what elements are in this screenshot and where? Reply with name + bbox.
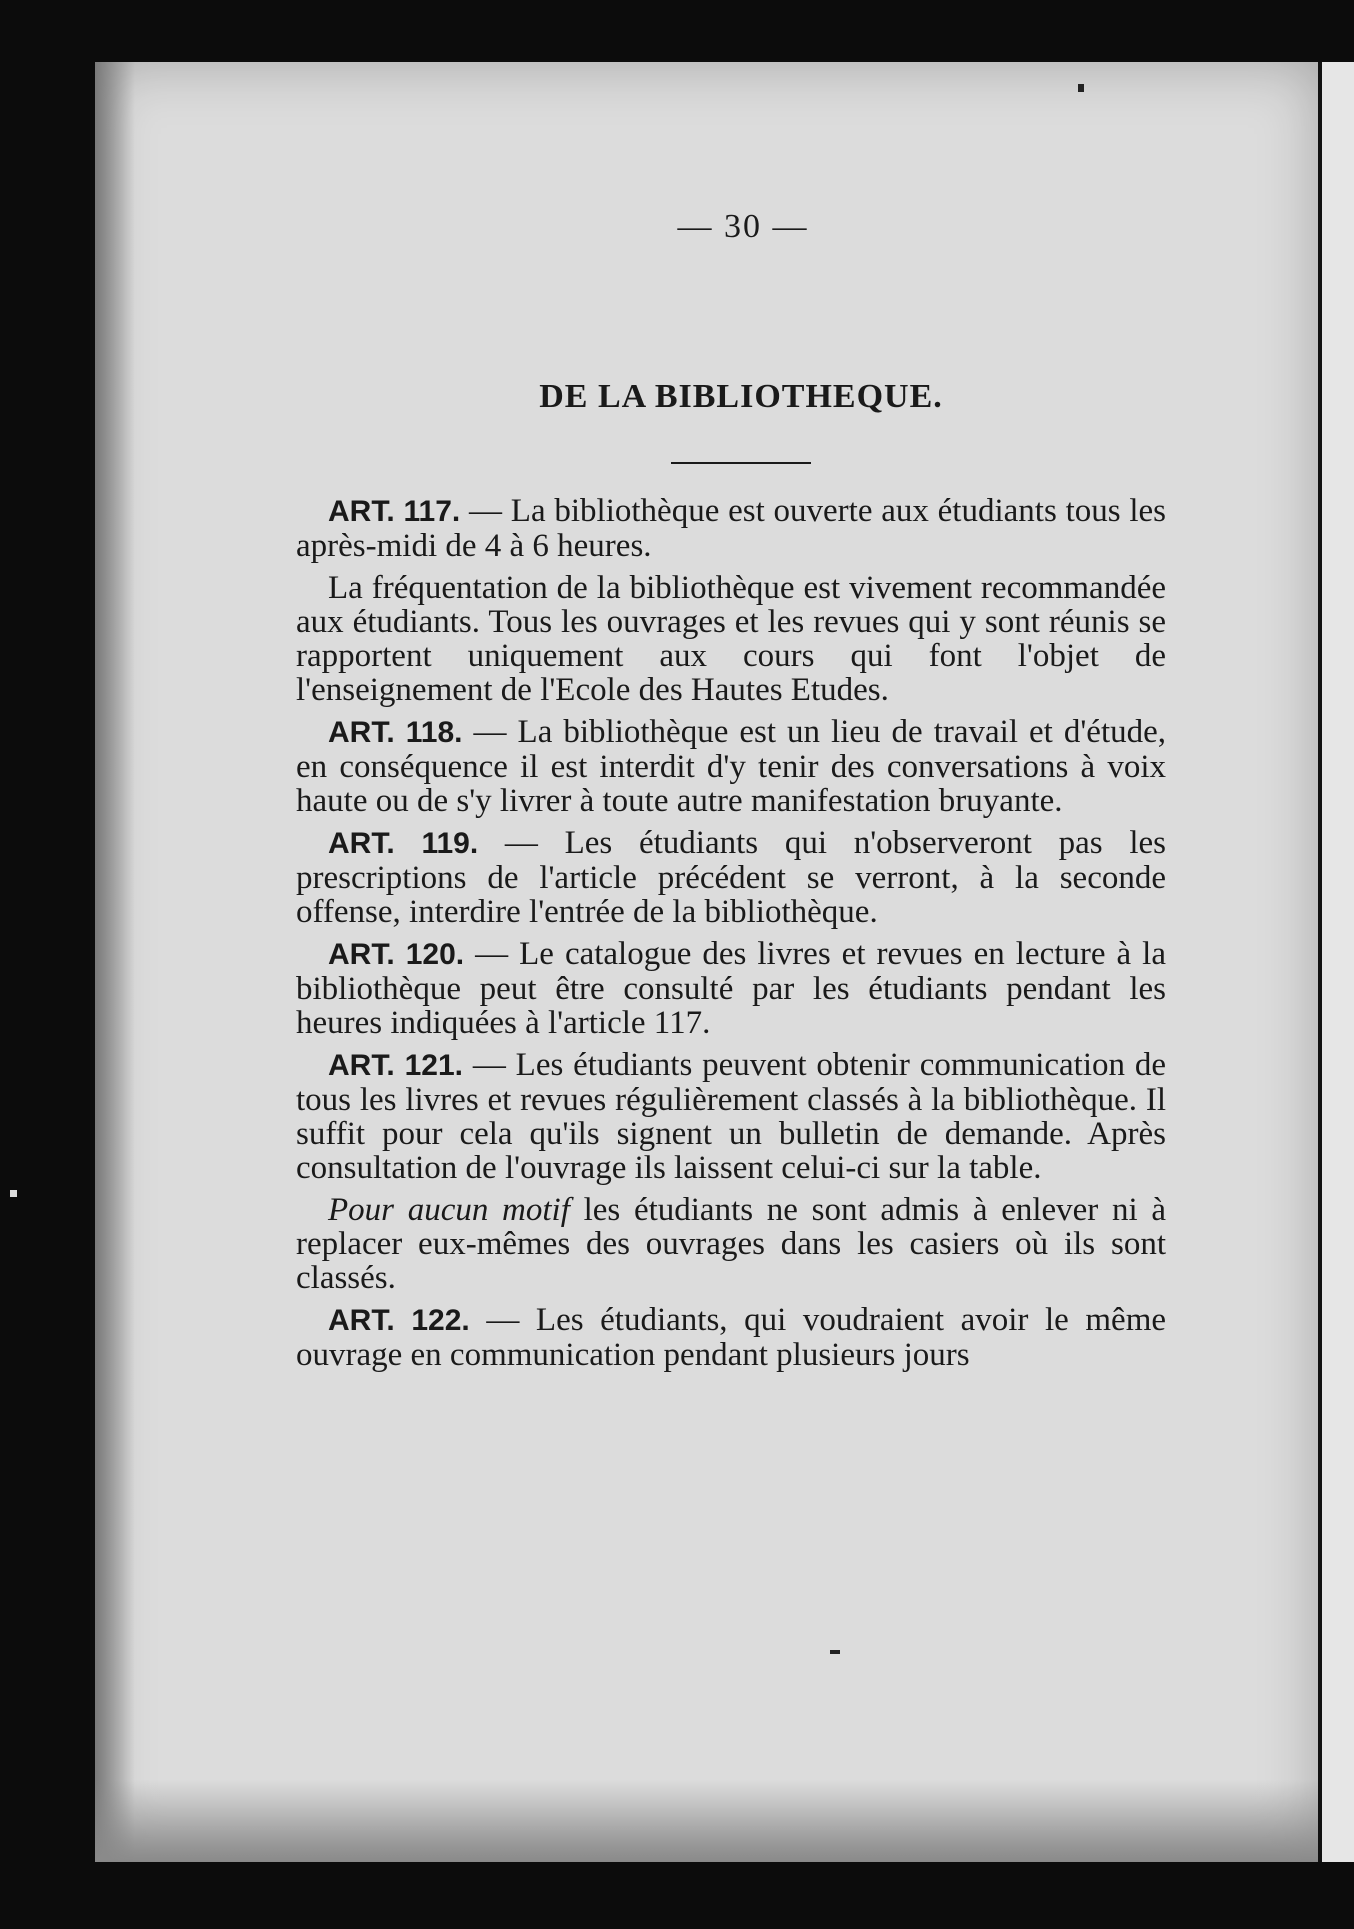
page-number: — 30 —	[677, 208, 809, 245]
article-text: — Les étudiants peuvent obtenir communication de tous les livres et revues régulièrement classés à la bibliothèque. Il suffit pour cela qu'ils signent un bulletin de demande. Après consultation de l'ouvrage ils laissent celui-ci sur la table.	[296, 1047, 1167, 1186]
page-gutter-line	[1318, 62, 1322, 1862]
article-text: — La bibliothèque est un lieu de travail et d'étude, en conséquence il est interdit d'y tenir des conversations à voix haute ou de s'y livrer à toute autre manifestation bruyante.	[296, 714, 1167, 819]
article-text: — Les étudiants qui n'observeront pas les prescriptions de l'article précédent se verront, à la seconde offense, interdire l'entrée de la bibliothèque.	[296, 825, 1166, 930]
page-edge-shadow	[95, 62, 135, 1862]
article-text: — La bibliothèque est ouverte aux étudiants tous les après-midi de 4 à 6 heures.	[296, 493, 1167, 564]
speck	[830, 1650, 840, 1654]
speck	[10, 1190, 17, 1197]
article-label: ART. 117.	[328, 495, 461, 528]
speck	[1078, 84, 1084, 92]
article-118	[296, 715, 1166, 818]
article-text: — Les étudiants, qui voudraient avoir le même ouvrage en communication pendant plusieurs jours	[296, 1302, 1167, 1373]
article-text: — Le catalogue des livres et revues en lecture à la bibliothèque peut être consulté par les étudiants pendant les heures indiquées à l'article 117.	[296, 936, 1166, 1041]
article-label: ART. 119.	[328, 827, 479, 860]
page-content	[296, 210, 1166, 1380]
article-121-continuation	[296, 1193, 1166, 1295]
article-label: ART. 120.	[328, 938, 465, 971]
article-label: ART. 118.	[328, 716, 463, 749]
article-117	[296, 494, 1166, 563]
article-119	[296, 826, 1166, 929]
article-121	[296, 1048, 1166, 1185]
article-label: ART. 122.	[328, 1304, 470, 1337]
article-label: ART. 121.	[328, 1049, 463, 1082]
article-117-continuation: La fréquentation de la bibliothèque est vivement recommandée aux étudiants. Tous les ouvrages et les revues qui y sont réunis se rapportent uniquement aux cours qui font l'objet de l'enseignement de l'Ecole des Hautes Etudes.	[296, 570, 1166, 708]
article-122	[296, 1303, 1166, 1372]
section-title: DE LA BIBLIOTHEQUE.	[539, 378, 943, 415]
page-bottom-shadow	[95, 1780, 1320, 1862]
continuation-text: les étudiants ne sont admis à enlever ni à replacer eux-mêmes des ouvrages dans les casiers où ils sont classés.	[296, 1192, 1166, 1296]
facing-page-edge	[1320, 62, 1354, 1862]
title-rule	[671, 462, 811, 464]
article-120	[296, 937, 1166, 1040]
italic-phrase: Pour aucun motif	[328, 1192, 570, 1228]
